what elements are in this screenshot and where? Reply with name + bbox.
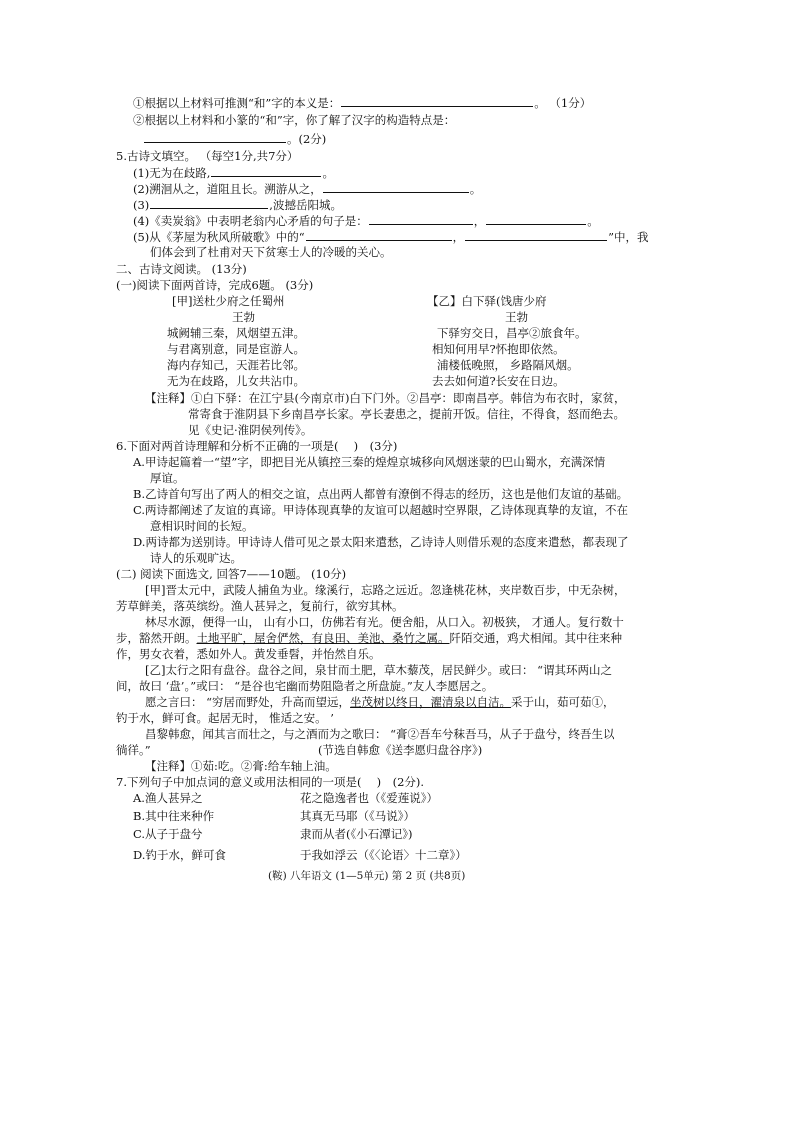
q5-line4	[133, 213, 599, 229]
q7-option-a-right: 花之隐逸者也（《爱莲说》）	[300, 791, 438, 805]
q5-l3-suffix: ,波撼岳阳城。	[269, 198, 342, 212]
passage-line: [乙]太行之阳有盘谷。盘谷之间，泉甘而土肥，草木藜茂，居民鲜少。或曰： “谓其环两山之	[145, 663, 613, 677]
q4-sub2-line2	[143, 131, 326, 147]
q7-option-a-left[interactable]: A.渔人甚异之	[133, 791, 203, 805]
q5-l5-prefix: (5)从《茅屋为秋风所破歌》中的“	[133, 230, 305, 244]
poem-a-title: [甲]送杜少府之任蜀州	[172, 294, 285, 308]
passage-line: 芳草鲜美，落英缤纷。渔人甚异之，复前行，欲穷其林。	[116, 599, 404, 613]
poem-b-line: 浦楼低晚照， 乡路隔风烟。	[437, 358, 579, 372]
poem-b-line: 相知何用早?怀抱即依然。	[432, 342, 565, 356]
q7-option-c-right: 隶而从者(《小石潭记》)	[300, 827, 413, 841]
q5-l5-mid: ，	[452, 230, 465, 244]
q5-l5-suffix: ”中，我	[608, 230, 649, 244]
q6-option-a[interactable]: A.甲诗起篇着一“望”字，即把目光从镇控三秦的煌煌京城移向风烟迷蒙的巴山蜀水，充满深情	[133, 455, 606, 469]
q4-sub2-blank[interactable]	[144, 131, 286, 143]
passage-source: (节选自韩愈《送李愿归盘谷序》)	[318, 743, 483, 757]
q5-l2-blank[interactable]	[323, 181, 469, 193]
q7-option-c-left[interactable]: C.从子于盘兮	[133, 827, 203, 841]
q7-option-b-right: 其真无马耶（《马说》）	[300, 809, 415, 823]
q4-sub1	[133, 95, 591, 111]
poem-a-line: 与君离别意，同是宦游人。	[167, 342, 305, 356]
q5-l4-blank-b[interactable]	[486, 213, 586, 225]
poem-b-line: 下驿穷交日，昌亭②旅食年。	[437, 326, 587, 340]
passage-text: 愿之言曰： “穷居而野处，升高而望远，	[145, 695, 351, 709]
q6-option-d-cont: 诗人的乐观旷达。	[150, 551, 242, 565]
poem-b-author: 王勃	[505, 310, 528, 324]
underlined-sentence: 土地平旷，屋舍俨然，有良田、美池、桑竹之属。	[196, 631, 450, 645]
q4-sub1-blank[interactable]	[341, 95, 533, 107]
q4-sub1-suffix: 。 （1分）	[534, 96, 592, 110]
q6-option-c-cont: 意相识时间的长短。	[150, 519, 254, 533]
part1-title: (一)阅读下面两首诗，完成6题。 (3分)	[116, 278, 314, 292]
poem-a-author: 王勃	[232, 310, 255, 324]
q5-l3-prefix: (3)	[133, 198, 150, 212]
q6-option-c[interactable]: C.两诗都阐述了友谊的真谛。甲诗体现真挚的友谊可以超越时空界限，乙诗体现真挚的友谊，不在	[133, 503, 629, 517]
q5-l4-blank-a[interactable]	[369, 213, 473, 225]
q4-sub2-suffix: 。(2分)	[287, 132, 327, 146]
q5-l4-prefix: (4)《卖炭翁》中表明老翁内心矛盾的句子是：	[133, 214, 368, 228]
passage-line: [甲]晋太元中，武陵人捕鱼为业。缘溪行，忘路之远近。忽逢桃花林，夹岸数百步，中无杂树，	[145, 583, 626, 597]
q6-option-d[interactable]: D.两诗都为送别诗。甲诗诗人借可见之景太阳来遣愁，乙诗诗人则借乐观的态度来遣愁，都表现了	[133, 535, 629, 549]
poem-a-line: 无为在歧路，儿女共沾巾。	[167, 374, 305, 388]
q5-l1-blank[interactable]	[211, 165, 321, 177]
q7-option-b-left[interactable]: B.其中往来种作	[133, 809, 215, 823]
q7-stem: 7.下列句子中加点词的意义或用法相同的一项是( ) (2分).	[116, 775, 425, 789]
q6-option-b[interactable]: B.乙诗首句写出了两人的相交之谊，点出两人都曾有潦倒不得志的经历，这也是他们友谊的基础。	[133, 487, 629, 501]
q7-option-d-right: 于我如浮云（《〈论语〉十二章》）	[300, 848, 467, 862]
poem-a-line: 海内存知己，天涯若比邻。	[167, 358, 305, 372]
q5-line5-cont: 们体会到了杜甫对天下贫寒士人的冷暖的关心。	[150, 245, 392, 259]
passage-line	[145, 695, 615, 710]
q5-l2-suffix: 。	[469, 182, 482, 196]
passage-text: 阡陌交通，鸡犬相闻。其中往来种	[449, 631, 622, 645]
q5-title: 5.古诗文填空。 （每空1分,共7分）	[116, 149, 299, 163]
q7-option-d-left[interactable]: D.钓于水，鲜可食	[133, 848, 226, 862]
q6-stem: 6.下面对两首诗理解和分析不正确的一项是( ) (3分)	[116, 439, 398, 453]
passage-line: 林尽水源，便得一山， 山有小口，仿佛若有光。便舍船，从口入。初极狭， 才通人。复行数十	[145, 615, 624, 629]
section-2-heading: 二、古诗文阅读。 (13分)	[116, 262, 247, 276]
poem-a-line: 城阙辅三秦，风烟望五津。	[167, 326, 305, 340]
part2-note: 【注释】①茹:吃。②膏:给车轴上油。	[145, 759, 337, 773]
underlined-sentence: 坐茂树以终日，濯清泉以自洁。	[350, 695, 512, 709]
passage-line: 昌黎韩愈，闻其言而壮之，与之酒而为之歌曰： “膏②吾车兮秣吾马，从子于盘兮，终吾生以	[145, 727, 615, 741]
passage-line: 钓于水，鲜可食。起居无时， 惟适之安。 ’	[116, 711, 334, 725]
passage-text: 采于山，茹可茹①，	[511, 695, 615, 709]
q5-l5-blank-b[interactable]	[465, 229, 607, 241]
poem-b-title: 【乙】白下驿(饯唐少府	[427, 294, 547, 308]
q5-l2-prefix: (2)溯洄从之，道阻且长。溯游从之，	[133, 182, 322, 196]
q5-line1	[133, 165, 334, 181]
poem-b-line: 去去如何道?长安在日边。	[432, 374, 565, 388]
q5-line2	[133, 181, 481, 197]
passage-line: 徜徉。”	[116, 743, 151, 757]
part1-note: 【注释】①白下驿：在江宁县(今南京市)白下门外。②昌亭：即南昌亭。韩信为布衣时，家贫，	[145, 391, 626, 405]
q4-sub1-prefix: ①根据以上材料可推测“和”字的本义是：	[133, 96, 341, 110]
q5-l5-blank-a[interactable]	[306, 229, 452, 241]
passage-text: 步，豁然开朗。	[116, 631, 197, 645]
part2-title: (二) 阅读下面选文, 回答7——10题。 (10分)	[116, 567, 347, 581]
q5-line3	[133, 197, 342, 213]
q4-sub2: ②根据以上材料和小篆的“和”字，你了解了汉字的构造特点是：	[133, 113, 456, 127]
q5-line5	[133, 229, 649, 245]
q5-l1-prefix: (1)无为在歧路,	[133, 166, 211, 180]
q5-l1-suffix: 。	[322, 166, 334, 180]
part1-note: 见《史记·淮阴侯列传》。	[188, 423, 313, 437]
q5-l4-suffix: 。	[587, 214, 599, 228]
q5-l4-mid: ，	[473, 214, 486, 228]
passage-line: 间，故曰 ‘盘’。”或曰： “是谷也宅幽而势阻隐者之所盘旋。”友人李愿居之。	[116, 679, 494, 693]
part1-note: 常寄食于淮阴县下乡南昌亭长家。亭长妻患之，提前开饭。信往，不得食，怒而绝去。	[188, 407, 625, 421]
q5-l3-blank[interactable]	[150, 197, 268, 209]
passage-line	[116, 631, 622, 646]
page-footer: (鞍) 八年语文 (1—5单元) 第 2 页 (共8页)	[268, 870, 466, 882]
q6-option-a-cont: 厚谊。	[150, 471, 185, 485]
passage-line: 作，男女衣着，悉如外人。黄发垂髫，并怡然自乐。	[116, 647, 381, 661]
